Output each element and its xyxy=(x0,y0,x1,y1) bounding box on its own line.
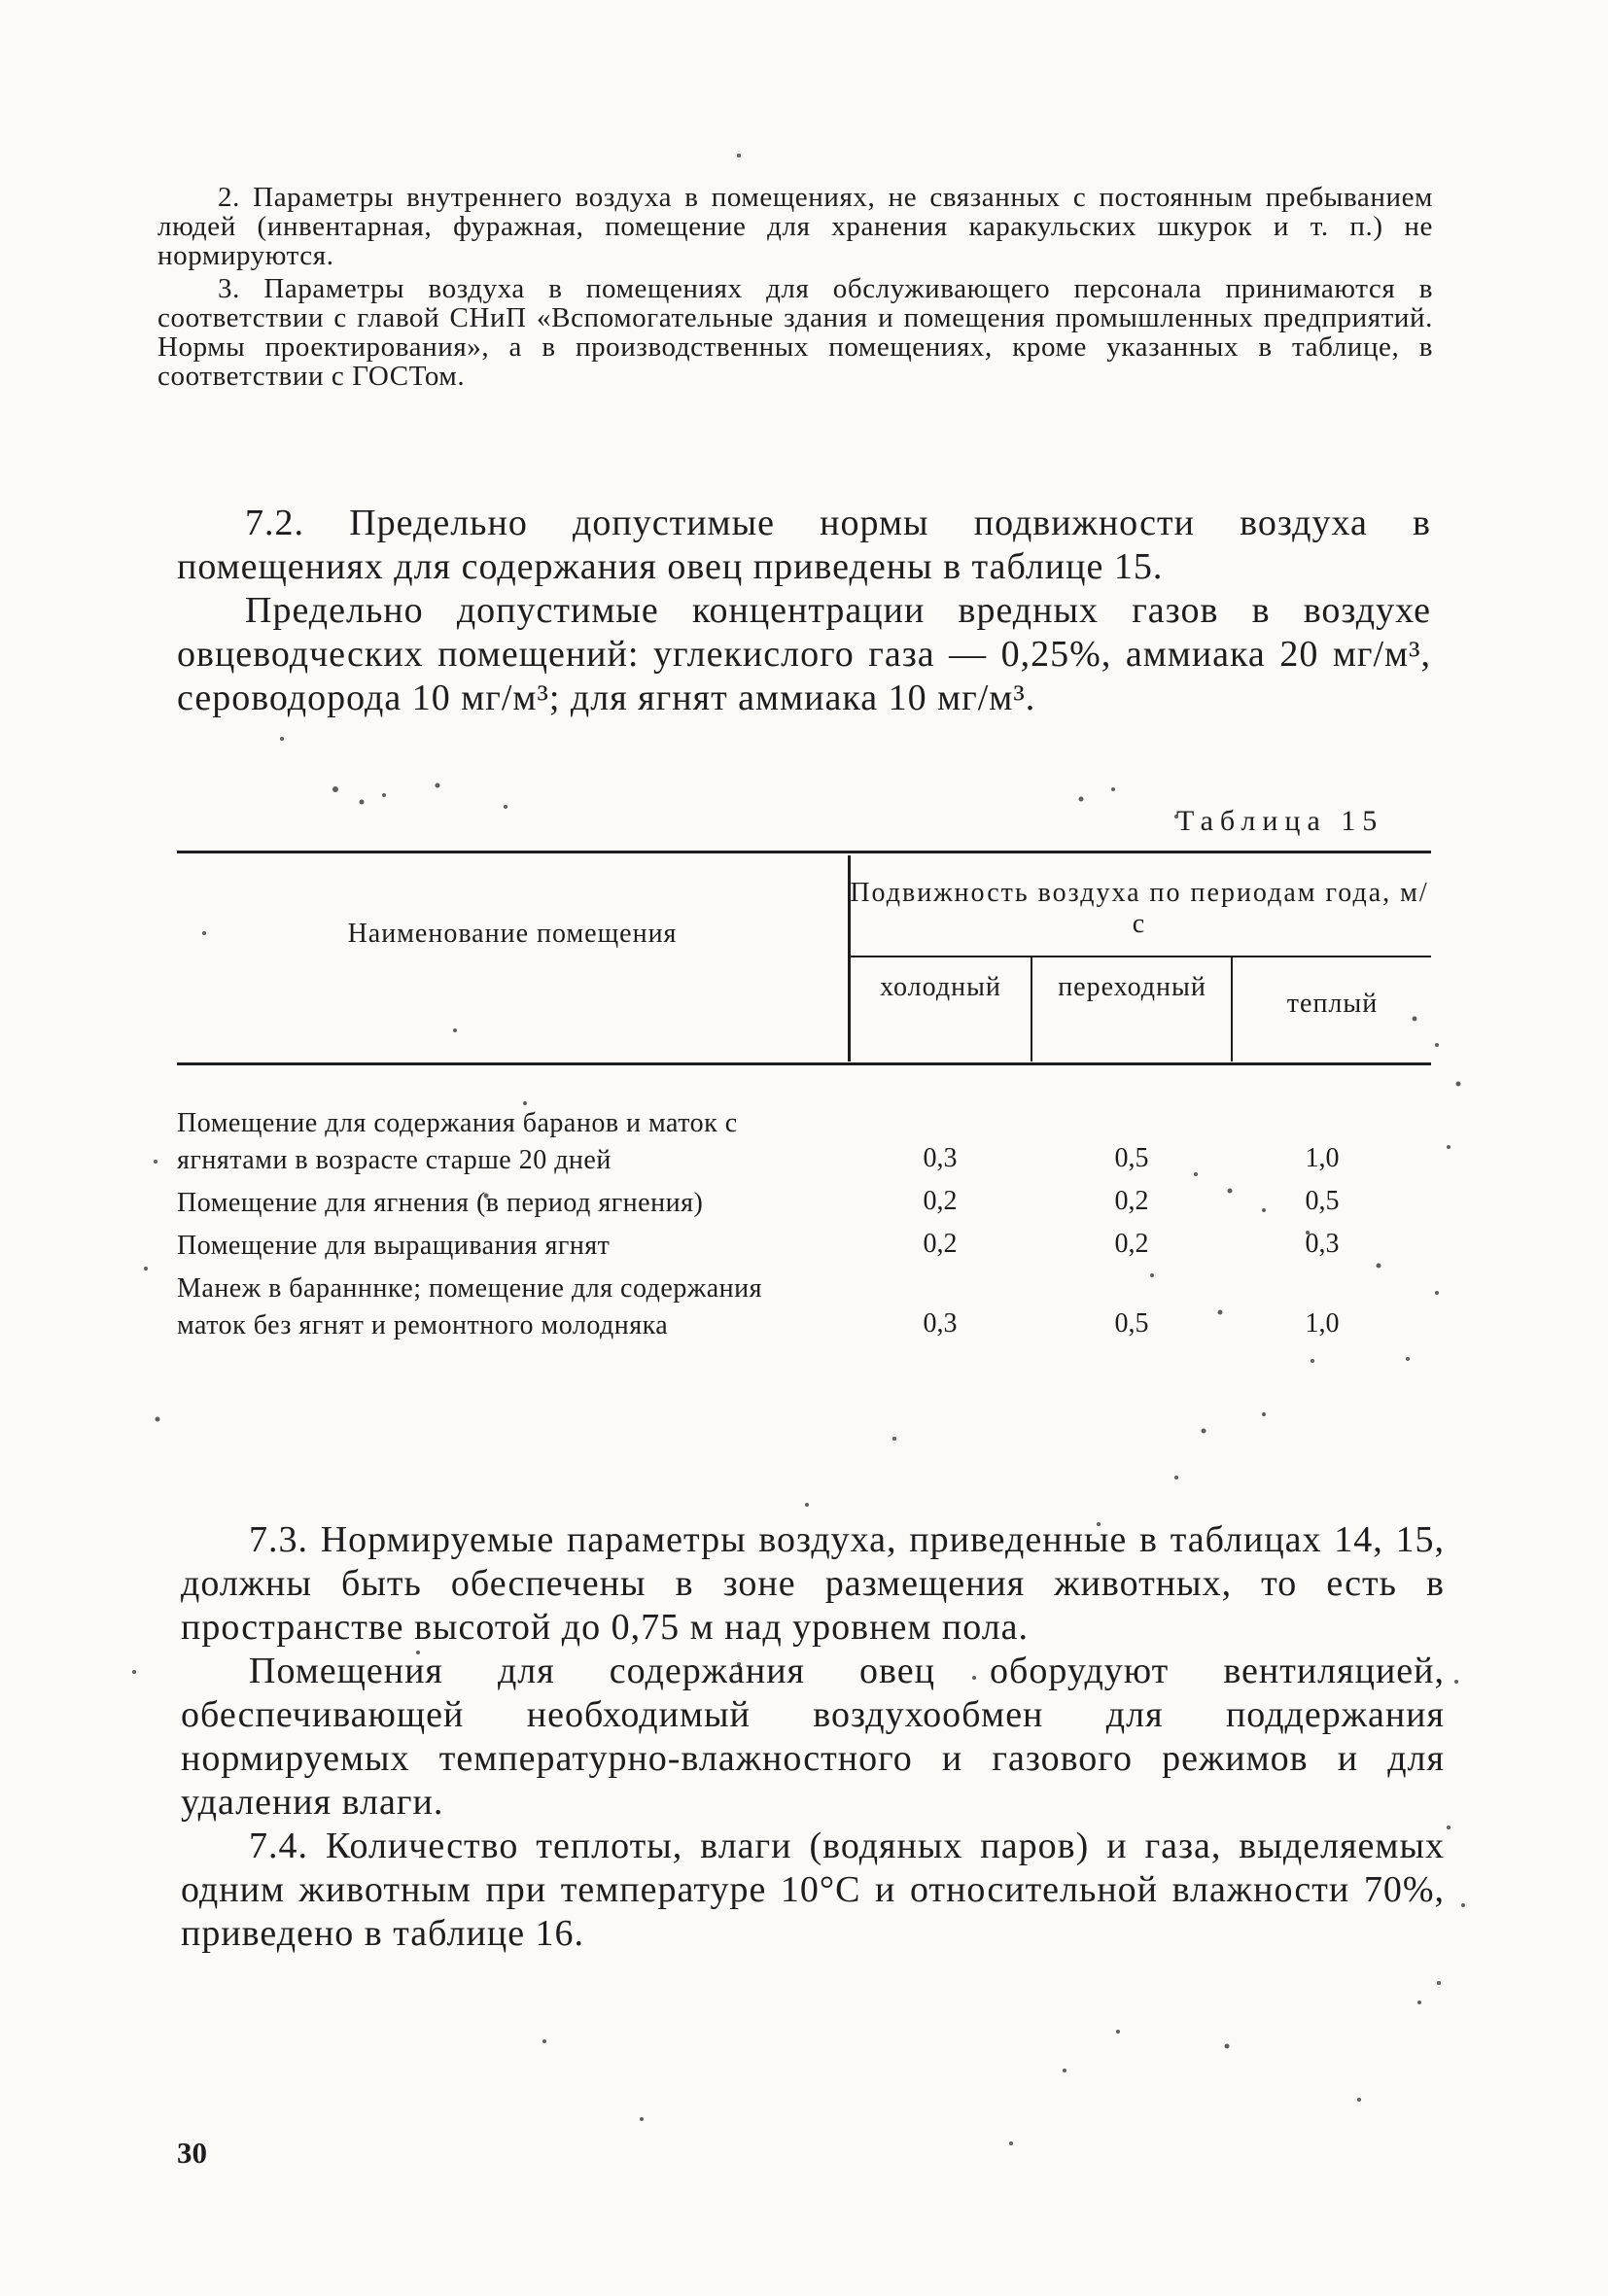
header-warm: теплый xyxy=(1286,989,1379,1019)
header-air-mobility: Подвижность воздуха по периодам года, м/с xyxy=(850,878,1429,939)
header-bottom-rule xyxy=(177,1062,1431,1065)
table-row xyxy=(177,1105,1451,1179)
cell-warm: 1,0 xyxy=(1305,1143,1340,1173)
section-7-2 xyxy=(177,502,1431,720)
note-2: 2. Параметры внутреннего воздуха в помещениях, не связанных с постоянным пребыванием людей (инвентарная, фуражная, помещение для хранения каракульских шкурок и т. п.) не нормируются. xyxy=(157,182,1433,271)
row-name: Манеж в баранннке; помещение для содержания маток без ягнят и ремонтного молодняка xyxy=(177,1273,762,1340)
cell-warm: 0,3 xyxy=(1305,1229,1340,1259)
header-transition: переходный xyxy=(1058,972,1206,1002)
header-room-name: Наименование помещения xyxy=(347,919,678,949)
table-row xyxy=(177,1228,1451,1265)
section-7-2-para-2: Предельно допустимые концентрации вредных газов в воздухе овцеводческих помещений: углекислого газа — 0,25%, аммиака 20 мг/м³, сероводорода 10 мг/м³; для ягнят аммиака 10 мг/м³. xyxy=(177,590,1431,718)
section-7-4-para: 7.4. Количество теплоты, влаги (водяных паров) и газа, выделяемых одним животным при температуре 10°С и относительной влажности 70%, приведено в таблице 16. xyxy=(181,1826,1445,1954)
cell-transition: 0,2 xyxy=(1114,1229,1149,1259)
table-row xyxy=(177,1185,1451,1222)
header-cold: холодный xyxy=(880,972,1001,1002)
page-number: 30 xyxy=(177,2136,207,2170)
cell-warm: 0,5 xyxy=(1305,1186,1340,1216)
cell-warm: 1,0 xyxy=(1305,1308,1340,1339)
table-row xyxy=(177,1270,1451,1344)
row-name: Помещение для содержания баранов и маток с ягнятами в возрасте старше 20 дней xyxy=(177,1108,738,1175)
cell-transition: 0,2 xyxy=(1114,1186,1149,1216)
note-3: 3. Параметры воздуха в помещениях для обслуживающего персонала принимаются в соответствии с главой СНиП «Вспомогательные здания и помещения промышленных предприятий. Нормы проектирования», а в производственных помещениях, кроме указанных в таблице, в соответствии с ГОСТом. xyxy=(157,273,1433,392)
section-7-3-para-1: 7.3. Нормируемые параметры воздуха, приведенные в таблицах 14, 15, должны быть обеспечены в зоне размещения животных, то есть в пространстве высотой до 0,75 м над уровнем пола. xyxy=(181,1519,1445,1648)
header-sub-rule xyxy=(851,956,1431,957)
header-col-rule xyxy=(1031,957,1032,1061)
table-top-rule xyxy=(177,851,1431,853)
row-name: Помещение для ягнения (в период ягнения) xyxy=(177,1188,704,1218)
cell-cold: 0,3 xyxy=(923,1308,958,1339)
cell-cold: 0,2 xyxy=(923,1229,958,1259)
row-name: Помещение для выращивания ягнят xyxy=(177,1231,611,1261)
section-7-2-para-1: 7.2. Предельно допустимые нормы подвижности воздуха в помещениях для содержания овец приведены в таблице 15. xyxy=(177,503,1431,587)
cell-cold: 0,2 xyxy=(923,1186,958,1216)
table-body xyxy=(177,1105,1451,1344)
table-caption: Таблица 15 xyxy=(1176,805,1384,837)
table-notes xyxy=(157,183,1433,395)
cell-transition: 0,5 xyxy=(1114,1308,1149,1339)
header-col-rule xyxy=(1231,957,1233,1061)
cell-transition: 0,5 xyxy=(1114,1143,1149,1173)
section-7-3 xyxy=(181,1518,1445,1956)
section-7-3-para-2: Помещения для содержания овец оборудуют вентиляцией, обеспечивающей необходимый воздухообмен для поддержания нормируемых температурно-влажностного и газового режимов и для удаления влаги. xyxy=(181,1651,1445,1823)
cell-cold: 0,3 xyxy=(923,1143,958,1173)
